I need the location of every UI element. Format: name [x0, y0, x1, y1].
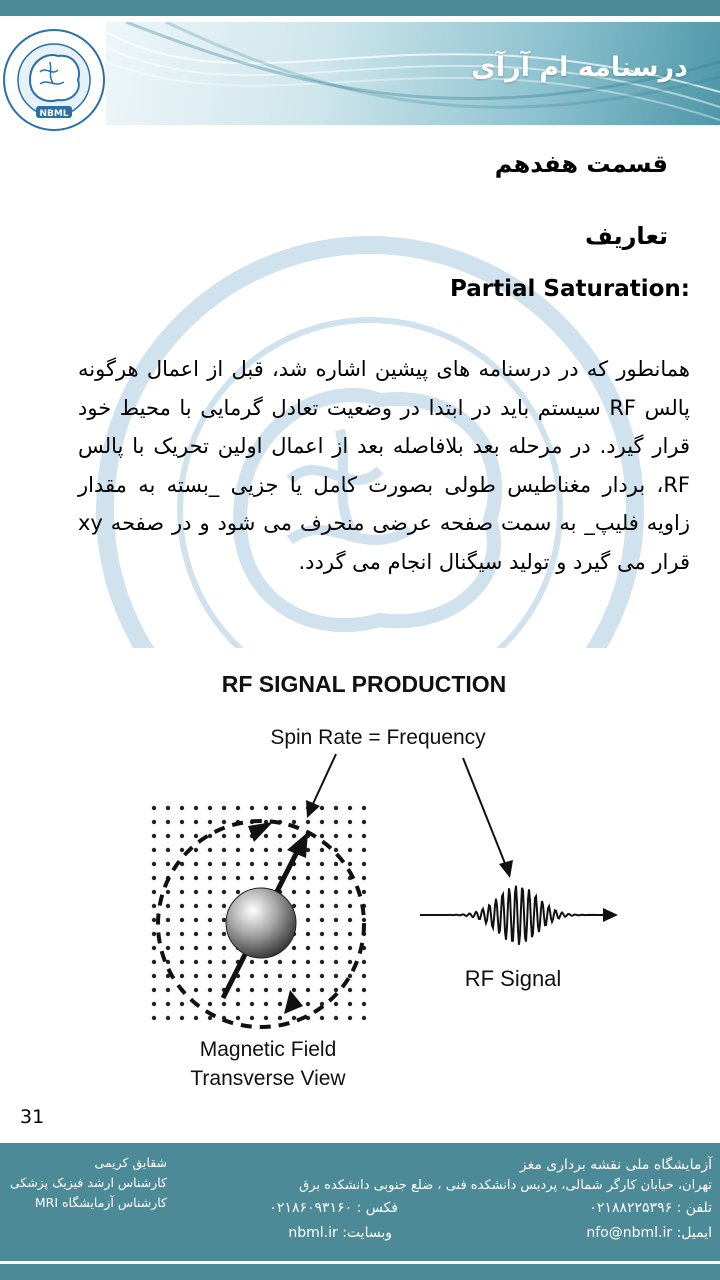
grid-dot: [348, 862, 352, 866]
grid-dot: [348, 932, 352, 936]
grid-dot: [180, 904, 184, 908]
grid-dot: [208, 806, 212, 810]
grid-dot: [180, 834, 184, 838]
grid-dot: [334, 1016, 338, 1020]
grid-dot: [320, 918, 324, 922]
grid-dot: [320, 890, 324, 894]
grid-dot: [166, 862, 170, 866]
grid-dot: [152, 890, 156, 894]
bottom-bar: [0, 1264, 720, 1280]
grid-dot: [334, 848, 338, 852]
grid-dot: [306, 960, 310, 964]
grid-dot: [194, 876, 198, 880]
grid-dot: [264, 848, 268, 852]
course-title: درسنامه ام آرآی: [471, 52, 688, 83]
footer-author-role-2: کارشناس آزمایشگاه MRI: [34, 1195, 167, 1210]
grid-dot: [236, 876, 240, 880]
section-title: قسمت هفدهم: [494, 150, 668, 178]
grid-dot: [334, 806, 338, 810]
grid-dot: [348, 974, 352, 978]
grid-dot: [306, 890, 310, 894]
grid-dot: [222, 890, 226, 894]
grid-dot: [222, 974, 226, 978]
grid-dot: [334, 834, 338, 838]
grid-dot: [152, 1002, 156, 1006]
grid-dot: [152, 960, 156, 964]
grid-dot: [166, 820, 170, 824]
grid-dot: [208, 988, 212, 992]
grid-dot: [320, 806, 324, 810]
grid-dot: [362, 806, 366, 810]
grid-dot: [362, 890, 366, 894]
grid-dot: [264, 1016, 268, 1020]
grid-dot: [180, 932, 184, 936]
grid-dot: [250, 1016, 254, 1020]
grid-dot: [194, 946, 198, 950]
footer-author-role-1: کارشناس ارشد فیزیک پزشکی: [9, 1175, 167, 1190]
grid-dot: [236, 806, 240, 810]
grid-dot: [264, 862, 268, 866]
footer: [0, 1143, 720, 1261]
grid-dot: [362, 974, 366, 978]
grid-dot: [180, 1002, 184, 1006]
grid-dot: [348, 946, 352, 950]
grid-dot: [292, 820, 296, 824]
footer-fax: فکس : ۰۲۱۸۶۰۹۳۱۶۰: [269, 1200, 398, 1216]
grid-dot: [194, 890, 198, 894]
grid-dot: [208, 848, 212, 852]
grid-dot: [222, 806, 226, 810]
grid-dot: [292, 988, 296, 992]
grid-dot: [348, 806, 352, 810]
footer-email[interactable]: ایمیل: nfo@nbml.ir: [586, 1225, 712, 1241]
footer-author-name: شقایق کریمی: [94, 1155, 167, 1170]
grid-dot: [250, 806, 254, 810]
grid-dot: [348, 820, 352, 824]
grid-dot: [334, 960, 338, 964]
grid-dot: [292, 974, 296, 978]
grid-dot: [306, 876, 310, 880]
grid-dot: [152, 848, 156, 852]
magnetic-field-label: Magnetic Field: [199, 1038, 337, 1061]
grid-dot: [292, 890, 296, 894]
grid-dot: [306, 862, 310, 866]
grid-dot: [152, 946, 156, 950]
grid-dot: [250, 862, 254, 866]
grid-dot: [334, 904, 338, 908]
grid-dot: [236, 890, 240, 894]
grid-dot: [194, 932, 198, 936]
grid-dot: [306, 932, 310, 936]
grid-dot: [152, 862, 156, 866]
grid-dot: [194, 960, 198, 964]
grid-dot: [180, 806, 184, 810]
grid-dot: [320, 1016, 324, 1020]
grid-dot: [306, 820, 310, 824]
grid-dot: [362, 1002, 366, 1006]
grid-dot: [292, 946, 296, 950]
grid-dot: [166, 806, 170, 810]
grid-dot: [334, 820, 338, 824]
subtitle: تعاریف: [585, 222, 668, 250]
grid-dot: [180, 946, 184, 950]
grid-dot: [166, 1002, 170, 1006]
grid-dot: [194, 918, 198, 922]
grid-dot: [152, 974, 156, 978]
body-paragraph: همانطور که در درسنامه های پیشین اشاره شد، قبل از اعمال هرگونه پالس RF سیستم باید در ابتدا در وضعیت تعادل گرمایی با محیط خود قرار گیرد. در مرحله بعد بلافاصله بعد از اعمال اولین تحریک با پالس RF، بردار مغناطیس طولی بصورت کامل یا جزیی _بسته به مقدار زاویه فلیپ_ به سمت صفحه عرضی منحرف می شود و در صفحه xy قرار می گیرد و تولید سیگنال انجام می گردد.: [78, 357, 690, 574]
grid-dot: [152, 988, 156, 992]
grid-dot: [306, 1002, 310, 1006]
grid-dot: [180, 890, 184, 894]
grid-dot: [320, 946, 324, 950]
grid-dot: [208, 904, 212, 908]
grid-dot: [152, 932, 156, 936]
grid-dot: [334, 1002, 338, 1006]
grid-dot: [222, 960, 226, 964]
grid-dot: [362, 848, 366, 852]
grid-dot: [194, 974, 198, 978]
grid-dot: [152, 820, 156, 824]
grid-dot: [278, 848, 282, 852]
top-bar: [0, 0, 720, 16]
grid-dot: [264, 960, 268, 964]
grid-dot: [250, 960, 254, 964]
grid-dot: [166, 918, 170, 922]
grid-dot: [362, 876, 366, 880]
grid-dot: [250, 876, 254, 880]
rf-signal-label: RF Signal: [464, 966, 562, 991]
grid-dot: [320, 848, 324, 852]
logo-abbr: NBML: [39, 109, 69, 119]
grid-dot: [222, 876, 226, 880]
grid-dot: [334, 862, 338, 866]
grid-dot: [222, 946, 226, 950]
grid-dot: [362, 988, 366, 992]
grid-dot: [348, 890, 352, 894]
grid-dot: [362, 960, 366, 964]
header-banner: [106, 22, 720, 125]
transverse-view-label: Transverse View: [190, 1067, 346, 1090]
grid-dot: [166, 848, 170, 852]
grid-dot: [292, 876, 296, 880]
nbml-logo: [0, 22, 106, 134]
grid-dot: [166, 946, 170, 950]
grid-dot: [334, 890, 338, 894]
grid-dot: [348, 904, 352, 908]
grid-dot: [208, 1002, 212, 1006]
grid-dot: [348, 960, 352, 964]
grid-dot: [236, 1002, 240, 1006]
grid-dot: [208, 918, 212, 922]
grid-dot: [348, 1002, 352, 1006]
grid-dot: [208, 946, 212, 950]
grid-dot: [348, 848, 352, 852]
footer-website[interactable]: وبسایت: nbml.ir: [288, 1225, 392, 1241]
grid-dot: [348, 834, 352, 838]
grid-dot: [362, 862, 366, 866]
grid-dot: [320, 988, 324, 992]
grid-dot: [166, 834, 170, 838]
grid-dot: [348, 918, 352, 922]
grid-dot: [180, 1016, 184, 1020]
grid-dot: [166, 1016, 170, 1020]
grid-dot: [292, 1016, 296, 1020]
grid-dot: [334, 932, 338, 936]
footer-lab-name: آزمایشگاه ملی نقشه برداری مغز: [519, 1157, 712, 1173]
term-heading: Partial Saturation:: [450, 276, 690, 302]
grid-dot: [264, 974, 268, 978]
grid-dot: [180, 960, 184, 964]
grid-dot: [222, 904, 226, 908]
grid-dot: [194, 820, 198, 824]
grid-dot: [250, 848, 254, 852]
grid-dot: [194, 988, 198, 992]
grid-dot: [320, 834, 324, 838]
grid-dot: [236, 1016, 240, 1020]
footer-address: تهران، خیابان کارگر شمالی، پردیس دانشکده فنی ، ضلع جنوبی دانشکده برق: [299, 1178, 712, 1193]
grid-dot: [194, 904, 198, 908]
grid-dot: [306, 974, 310, 978]
grid-dot: [180, 974, 184, 978]
grid-dot: [278, 960, 282, 964]
grid-dot: [278, 974, 282, 978]
grid-dot: [292, 806, 296, 810]
grid-dot: [348, 1016, 352, 1020]
grid-dot: [236, 848, 240, 852]
grid-dot: [278, 862, 282, 866]
grid-dot: [292, 834, 296, 838]
grid-dot: [194, 834, 198, 838]
page-number: 31: [20, 1106, 45, 1128]
grid-dot: [194, 848, 198, 852]
grid-dot: [194, 862, 198, 866]
grid-dot: [334, 988, 338, 992]
grid-dot: [320, 862, 324, 866]
grid-dot: [362, 834, 366, 838]
grid-dot: [236, 862, 240, 866]
grid-dot: [166, 890, 170, 894]
grid-dot: [152, 806, 156, 810]
grid-dot: [194, 1016, 198, 1020]
grid-dot: [208, 974, 212, 978]
grid-dot: [320, 960, 324, 964]
rf-signal-figure: [98, 648, 630, 1100]
grid-dot: [320, 820, 324, 824]
grid-dot: [250, 988, 254, 992]
grid-dot: [348, 988, 352, 992]
grid-dot: [250, 1002, 254, 1006]
grid-dot: [320, 876, 324, 880]
grid-dot: [152, 1016, 156, 1020]
grid-dot: [278, 1002, 282, 1006]
grid-dot: [180, 820, 184, 824]
grid-dot: [194, 806, 198, 810]
grid-dot: [306, 904, 310, 908]
grid-dot: [334, 974, 338, 978]
grid-dot: [236, 834, 240, 838]
grid-dot: [264, 834, 268, 838]
grid-dot: [180, 876, 184, 880]
grid-dot: [278, 988, 282, 992]
grid-dot: [152, 876, 156, 880]
proton-sphere: [226, 888, 296, 958]
grid-dot: [306, 918, 310, 922]
grid-dot: [166, 988, 170, 992]
grid-dot: [236, 988, 240, 992]
grid-dot: [208, 876, 212, 880]
grid-dot: [278, 834, 282, 838]
grid-dot: [362, 820, 366, 824]
grid-dot: [334, 946, 338, 950]
grid-dot: [278, 806, 282, 810]
grid-dot: [320, 904, 324, 908]
grid-dot: [278, 1016, 282, 1020]
figure-title: RF SIGNAL PRODUCTION: [221, 671, 507, 697]
grid-dot: [166, 932, 170, 936]
grid-dot: [264, 988, 268, 992]
grid-dot: [180, 918, 184, 922]
grid-dot: [180, 848, 184, 852]
grid-dot: [208, 960, 212, 964]
grid-dot: [320, 932, 324, 936]
grid-dot: [222, 932, 226, 936]
grid-dot: [222, 820, 226, 824]
grid-dot: [292, 960, 296, 964]
grid-dot: [334, 918, 338, 922]
footer-phone: تلفن : ۰۲۱۸۸۲۲۵۳۹۶: [589, 1200, 712, 1216]
grid-dot: [152, 918, 156, 922]
grid-dot: [306, 946, 310, 950]
grid-dot: [306, 988, 310, 992]
grid-dot: [208, 820, 212, 824]
grid-dot: [208, 862, 212, 866]
grid-dot: [222, 1002, 226, 1006]
grid-dot: [208, 890, 212, 894]
grid-dot: [362, 918, 366, 922]
grid-dot: [222, 848, 226, 852]
grid-dot: [250, 974, 254, 978]
grid-dot: [320, 974, 324, 978]
grid-dot: [362, 1016, 366, 1020]
spin-rate-label: Spin Rate = Frequency: [270, 726, 486, 749]
grid-dot: [152, 834, 156, 838]
grid-dot: [264, 806, 268, 810]
grid-dot: [264, 1002, 268, 1006]
grid-dot: [334, 876, 338, 880]
grid-dot: [166, 904, 170, 908]
grid-dot: [208, 932, 212, 936]
grid-dot: [264, 876, 268, 880]
grid-dot: [152, 904, 156, 908]
grid-dot: [222, 862, 226, 866]
grid-dot: [222, 834, 226, 838]
